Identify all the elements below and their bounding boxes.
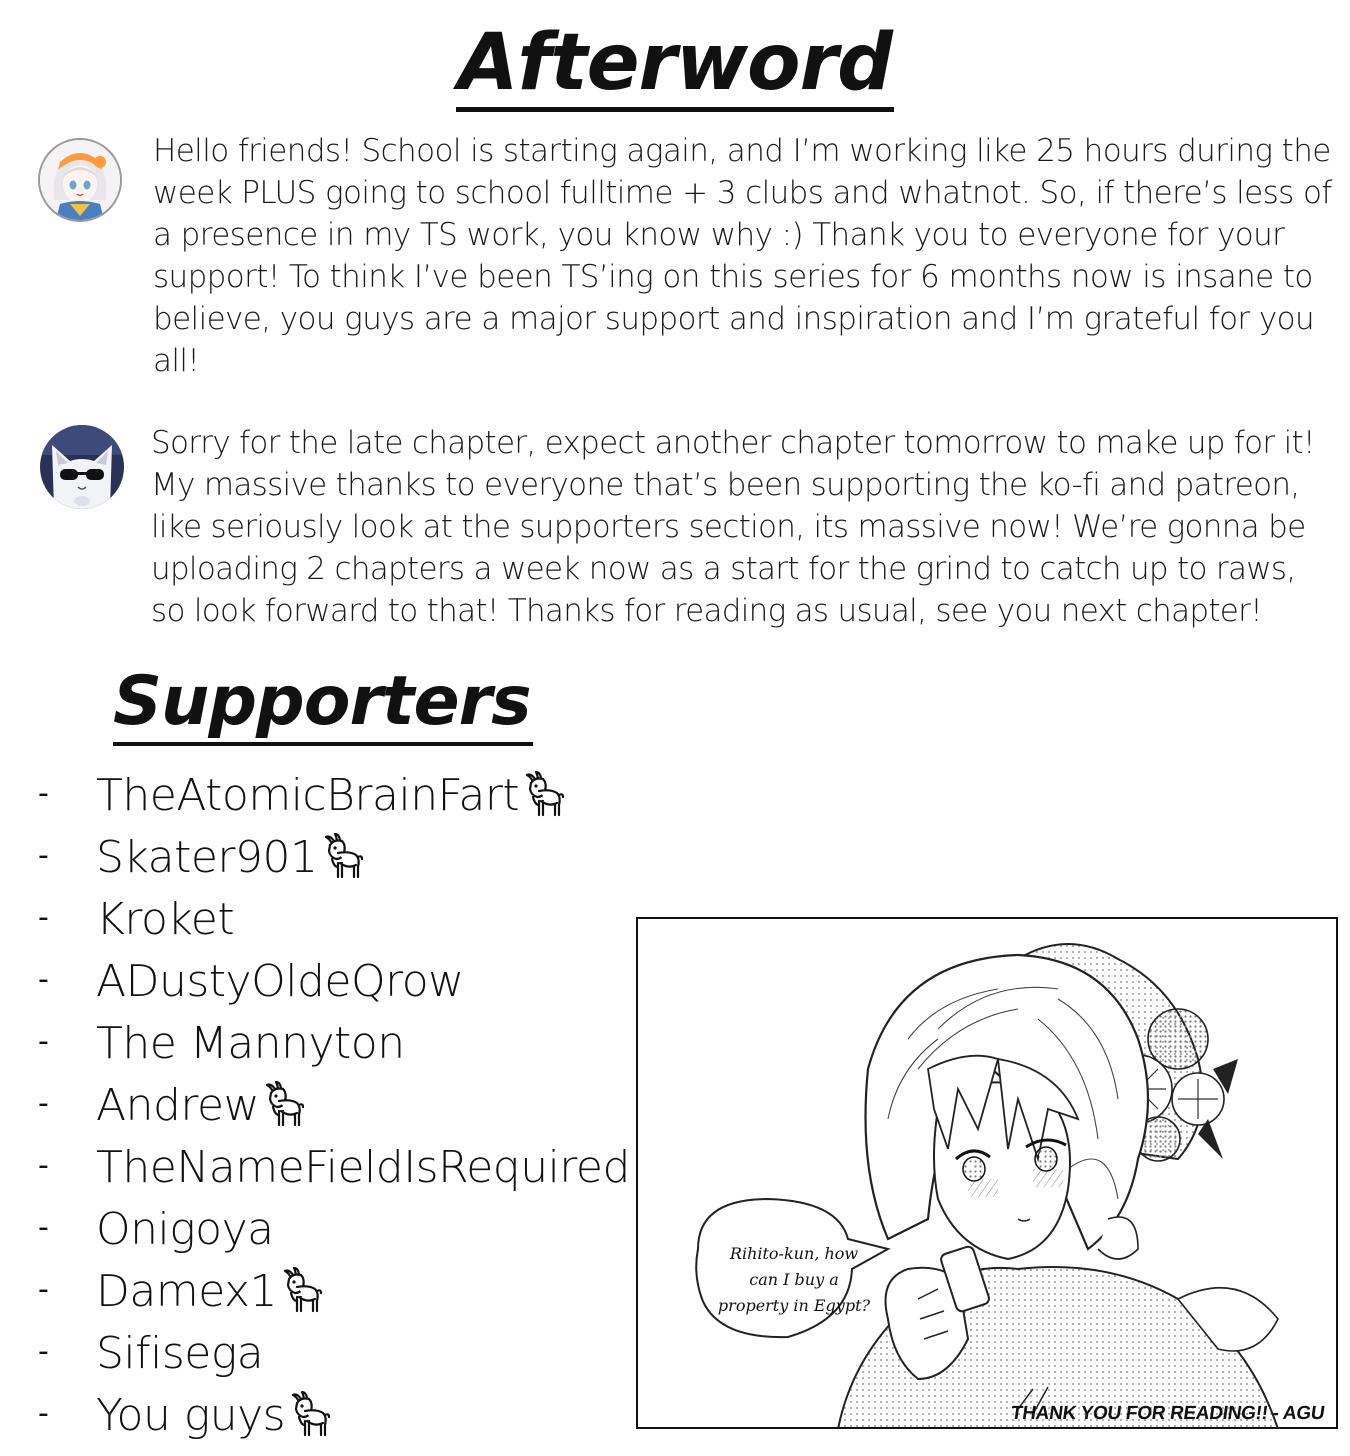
list-dash: - bbox=[38, 1148, 49, 1183]
supporter-item bbox=[0, 1013, 640, 1075]
supporter-item bbox=[0, 827, 640, 889]
supporter-name bbox=[96, 765, 565, 827]
list-dash: - bbox=[38, 1272, 49, 1307]
supporter-name-text: Andrew bbox=[96, 1080, 260, 1131]
supporter-name-text: You guys bbox=[96, 1390, 286, 1441]
supporter-item bbox=[0, 1261, 640, 1323]
list-dash: - bbox=[38, 1210, 49, 1245]
supporter-name-text: Onigoya bbox=[96, 1204, 274, 1255]
supporter-item bbox=[0, 1075, 640, 1137]
goat-icon bbox=[324, 833, 364, 881]
supporter-item bbox=[0, 951, 640, 1013]
supporter-name-text: Skater901 bbox=[96, 832, 318, 883]
supporter-name bbox=[96, 1075, 305, 1137]
supporters-title: Supporters bbox=[113, 662, 533, 746]
list-dash: - bbox=[38, 962, 49, 997]
goat-icon bbox=[283, 1267, 323, 1315]
supporter-name bbox=[96, 1261, 323, 1323]
supporter-name bbox=[96, 1013, 405, 1075]
afterword-title: Afterword bbox=[0, 18, 1350, 112]
supporter-item bbox=[0, 1323, 640, 1385]
supporter-name-text: Sifisega bbox=[96, 1328, 264, 1379]
supporter-name-text: TheNameFieldIsRequired bbox=[96, 1142, 630, 1193]
typesetter-avatar bbox=[40, 425, 124, 509]
list-dash: - bbox=[38, 1334, 49, 1369]
supporter-name-text: Damex1 bbox=[96, 1266, 278, 1317]
translator-avatar bbox=[38, 138, 122, 222]
supporter-name bbox=[96, 1323, 263, 1385]
list-dash: - bbox=[38, 776, 49, 811]
list-dash: - bbox=[38, 1396, 49, 1431]
supporter-name bbox=[96, 1199, 274, 1261]
supporters-list bbox=[0, 765, 640, 1447]
supporter-item bbox=[0, 1199, 640, 1261]
supporter-item bbox=[0, 765, 640, 827]
list-dash: - bbox=[38, 1024, 49, 1059]
speech-bubble-text: Rihito-kun, how can I buy a property in Egypt? bbox=[717, 1244, 871, 1315]
list-dash: - bbox=[38, 838, 49, 873]
supporter-item bbox=[0, 889, 640, 951]
credit-caption: THANK YOU FOR READING!! - AGU bbox=[1009, 1403, 1326, 1424]
supporter-name-text: TheAtomicBrainFart bbox=[96, 770, 520, 821]
goat-icon bbox=[265, 1081, 305, 1129]
supporter-name-text: ADustyOldeQrow bbox=[96, 956, 464, 1007]
manga-panel bbox=[636, 917, 1338, 1429]
supporter-name bbox=[96, 951, 464, 1013]
supporter-item bbox=[0, 1385, 640, 1447]
supporter-name-text: The Mannyton bbox=[96, 1018, 405, 1069]
goat-icon bbox=[291, 1391, 331, 1439]
list-dash: - bbox=[38, 900, 49, 935]
goat-icon bbox=[525, 771, 565, 819]
supporter-name-text: Kroket bbox=[96, 894, 235, 945]
afterword-note-1: Hello friends! School is starting again, and I’m working like 25 hours during the week PLUS going to school fulltime + 3 clubs and whatnot. So, if there’s less of a presence in my TS work, you know why :) Thank you to everyone for your support! To think I’ve been TS’ing on this series for 6 months now is insane to believe, you guys are a major support and inspiration and I’m grateful for you all! bbox=[153, 133, 1332, 379]
list-dash: - bbox=[38, 1086, 49, 1121]
supporter-item bbox=[0, 1137, 640, 1199]
supporter-name bbox=[96, 889, 234, 951]
afterword-note-2: Sorry for the late chapter, expect another chapter tomorrow to make up for it! My massive thanks to everyone that’s been supporting the ko-fi and patreon, like seriously look at the supporters section, its massive now! We’re gonna be uploading 2 chapters a week now as a start for the grind to catch up to raws, so look forward to that! Thanks for reading as usual, see you next chapter! bbox=[151, 425, 1315, 629]
supporter-name bbox=[96, 1385, 331, 1447]
supporter-name bbox=[96, 1137, 676, 1199]
supporter-name bbox=[96, 827, 364, 889]
